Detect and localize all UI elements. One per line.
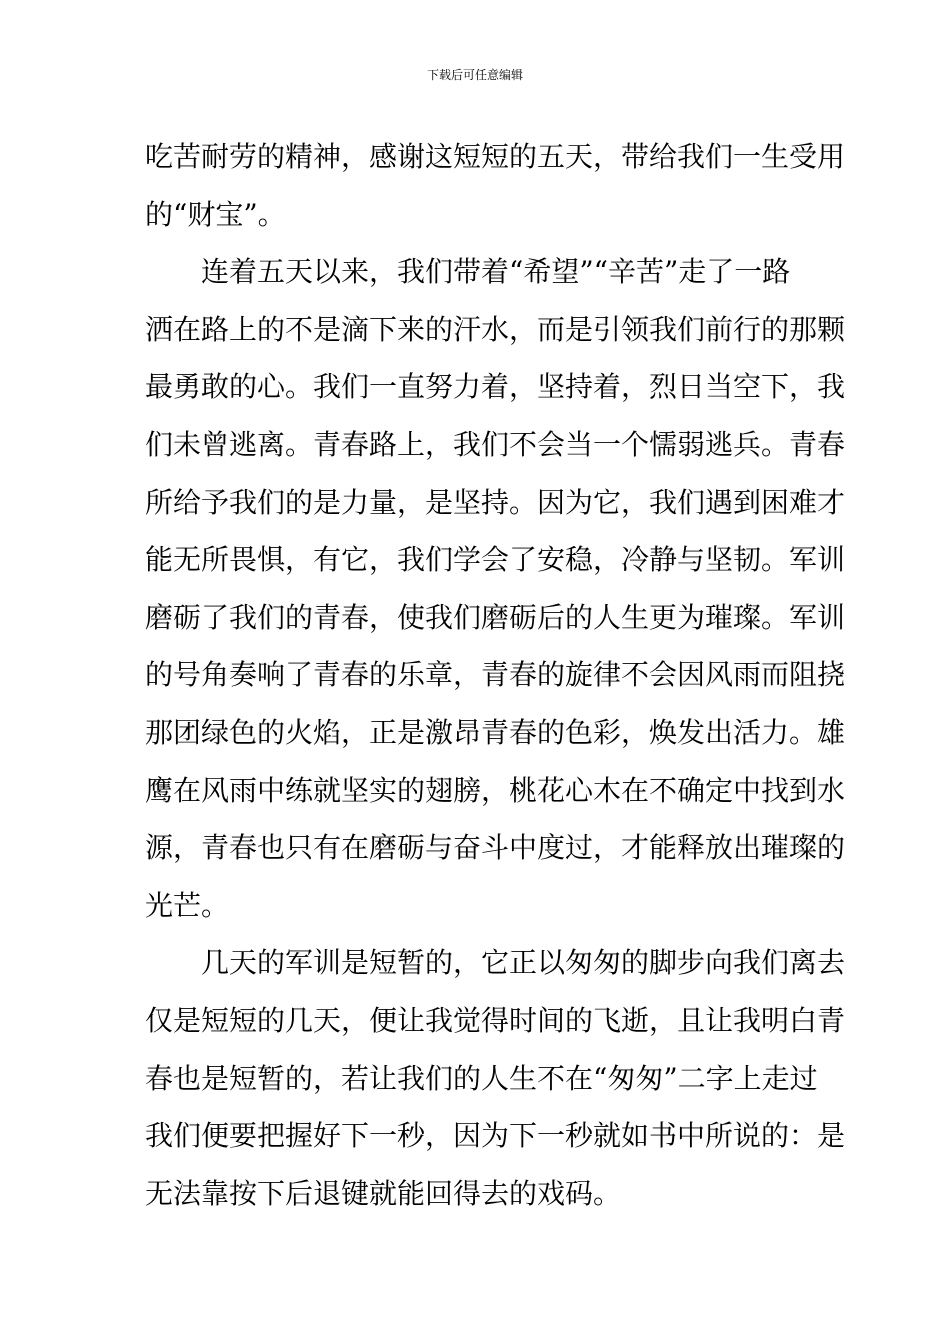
text-line: 磨砺了我们的青春，使我们磨砺后的人生更为璀璨。军训: [145, 600, 846, 634]
text-line: 洒在路上的不是滴下来的汗水，而是引领我们前行的那颗: [145, 312, 846, 346]
text-line: 们未曾逃离。青春路上，我们不会当一个懦弱逃兵。青春: [145, 427, 846, 461]
document-body: [145, 128, 846, 1222]
text-line: 源，青春也只有在磨砺与奋斗中度过，才能释放出璀璨的: [145, 831, 846, 865]
text-line: 鹰在风雨中练就坚实的翅膀，桃花心木在不确定中找到水: [145, 773, 846, 807]
text-line: 的号角奏响了青春的乐章，青春的旋律不会因风雨而阻挠: [145, 658, 846, 692]
page-header: 下载后可任意编辑: [426, 68, 523, 82]
text-line: 几天的军训是短暂的，它正以匆匆的脚步向我们离去: [201, 946, 846, 980]
text-line: 能无所畏惧，有它，我们学会了安稳，冷静与坚韧。军训: [145, 543, 846, 577]
paragraph-2: [145, 243, 846, 934]
text-line: 光芒。: [145, 888, 230, 922]
paragraph-1: [145, 128, 846, 243]
text-line: 连着五天以来，我们带着“希望”“辛苦”走了一路: [201, 255, 791, 289]
text-line: 吃苦耐劳的精神，感谢这短短的五天，带给我们一生受用: [145, 140, 846, 173]
text-line: 最勇敢的心。我们一直努力着，坚持着，烈日当空下，我: [145, 370, 846, 404]
text-line: 的“财宝”。: [145, 197, 286, 231]
text-line: 春也是短暂的，若让我们的人生不在“匆匆”二字上走过: [145, 1061, 818, 1095]
text-line: 仅是短短的几天，便让我觉得时间的飞逝，且让我明白青: [145, 1003, 846, 1037]
paragraph-3: [145, 934, 846, 1222]
text-line: 那团绿色的火焰，正是激昂青春的色彩，焕发出活力。雄: [145, 715, 846, 749]
text-line: 所给予我们的是力量，是坚持。因为它，我们遇到困难才: [145, 485, 846, 519]
text-line: 我们便要把握好下一秒，因为下一秒就如书中所说的：是: [145, 1119, 846, 1153]
text-line: 无法靠按下后退键就能回得去的戏码。: [145, 1176, 622, 1210]
